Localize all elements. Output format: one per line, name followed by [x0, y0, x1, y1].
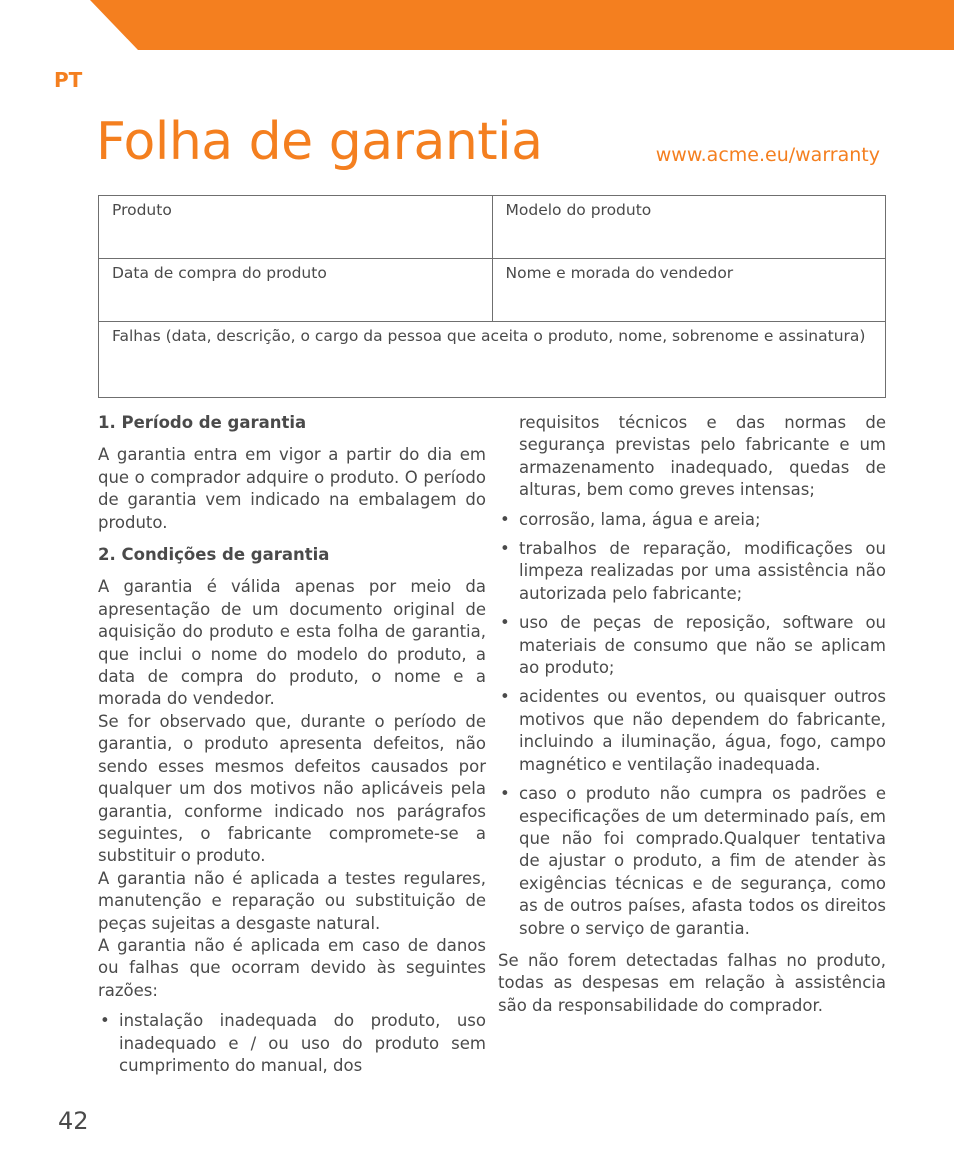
list-item-text: uso de peças de reposição, software ou materiais de consumo que não se aplicam ao produto;	[519, 613, 886, 678]
closing-paragraph: Se não forem detectadas falhas no produto, todas as despesas em relação à assistência são da responsabilidade do comprador.	[498, 950, 886, 1015]
page-number: 42	[58, 1107, 89, 1135]
bullet-icon: •	[500, 784, 510, 804]
seller-field[interactable]: Nome e morada do vendedor	[492, 259, 886, 322]
faults-field[interactable]: Falhas (data, descrição, o cargo da pessoa que aceita o produto, nome, sobrenome e assinatura)	[99, 322, 886, 398]
warranty-form-table	[98, 195, 886, 398]
list-item	[498, 509, 886, 531]
list-item-text: trabalhos de reparação, modificações ou limpeza realizadas por uma assistência não autorizada pelo fabricante;	[519, 539, 886, 603]
paragraph: A garantia entra em vigor a partir do dia em que o comprador adquire o produto. O período de garantia vem indicado na embalagem do produto.	[98, 445, 486, 532]
list-item-text: instalação inadequada do produto, uso inadequado e / ou uso do produto sem cumprimento do manual, dos	[119, 1011, 486, 1075]
exclusions-list-continued	[498, 509, 886, 940]
list-item-continuation: requisitos técnicos e das normas de segurança previstas pelo fabricante e um armazenamento inadequado, quedas de alturas, bem como greves intensas;	[519, 413, 886, 500]
bullet-icon: •	[500, 509, 510, 529]
paragraph: A garantia é válida apenas por meio da apresentação de um documento original de aquisição do produto e esta folha de garantia, que inclui o nome do modelo do produto, a data de compra do produto, o nome e a morada do vendedor.	[98, 577, 486, 709]
section-heading-warranty-period: 1. Período de garantia	[98, 413, 307, 432]
language-label: PT	[54, 68, 83, 92]
list-item	[498, 612, 886, 679]
bullet-icon: •	[100, 1011, 110, 1031]
left-column	[98, 412, 486, 1084]
paragraph: Se for observado que, durante o período de garantia, o produto apresenta defeitos, não sendo esses mesmos defeitos causados por qualquer um dos motivos não aplicáveis pela garantia, conforme indicado nos parágrafos seguintes, o fabricante compromete-se a substituir o produto.	[98, 711, 486, 866]
product-field[interactable]: Produto	[99, 196, 493, 259]
list-item	[98, 1010, 486, 1077]
list-item-text: caso o produto não cumpra os padrões e especificações de um determinado país, em que não foi comprado.Qualquer tentativa de ajustar o produto, a fim de atender às exigências técnicas e de segurança, como as de outros países, afasta todos os direitos sobre o serviço de garantia.	[519, 784, 886, 938]
model-field[interactable]: Modelo do produto	[492, 196, 886, 259]
page-title: Folha de garantia	[96, 112, 543, 172]
list-item-text: acidentes ou eventos, ou quaisquer outros motivos que não dependem do fabricante, incluindo a iluminação, água, fogo, campo magnético e ventilação inadequada.	[519, 687, 886, 774]
paragraph: A garantia não é aplicada a testes regulares, manutenção e reparação ou substituição de peças sujeitas a desgaste natural.	[98, 868, 486, 933]
list-item	[498, 686, 886, 776]
orange-header-band	[0, 0, 954, 50]
purchase-date-field[interactable]: Data de compra do produto	[99, 259, 493, 322]
right-column	[498, 412, 886, 1017]
bullet-icon: •	[500, 687, 510, 707]
paragraph: A garantia não é aplicada em caso de danos ou falhas que ocorram devido às seguintes razões:	[98, 935, 486, 1000]
section-heading-warranty-conditions: 2. Condições de garantia	[98, 545, 330, 565]
exclusions-list	[98, 1010, 486, 1077]
list-item	[498, 538, 886, 605]
list-item-text: corrosão, lama, água e areia;	[519, 509, 761, 529]
warranty-url-link[interactable]: www.acme.eu/warranty	[655, 144, 880, 166]
list-item	[498, 783, 886, 940]
bullet-icon: •	[500, 539, 510, 559]
bullet-icon: •	[500, 613, 510, 633]
